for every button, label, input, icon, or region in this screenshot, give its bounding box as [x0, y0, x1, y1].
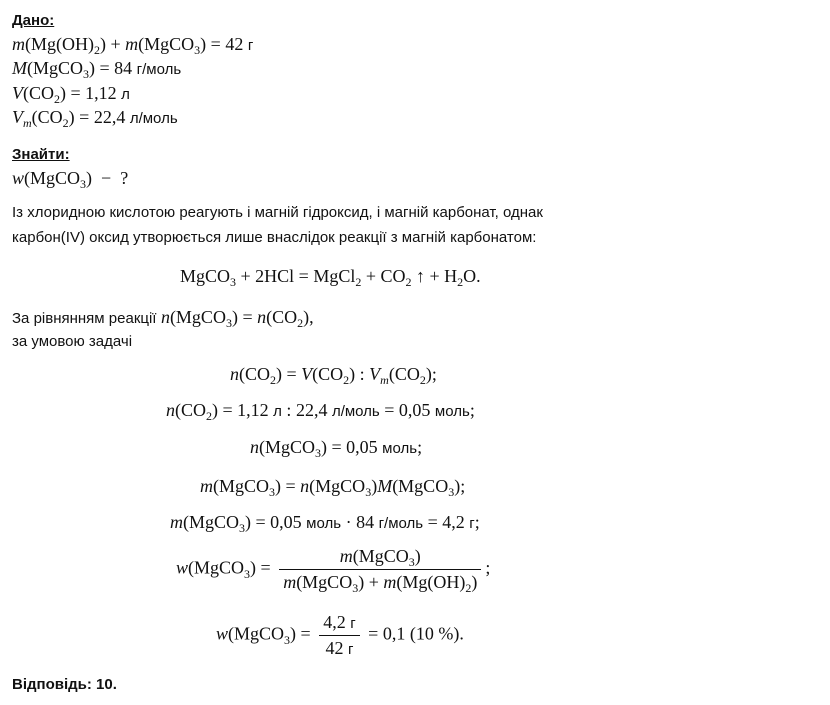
find-heading: Знайти:: [12, 146, 70, 163]
formula-n-co2: $n(CO_2) = V(CO_2)$ : $V_m(CO_2)$;: [230, 364, 437, 387]
mass-sum-value: 42: [225, 34, 244, 54]
calc-n-mgco3: n(MgCO$_3$) = 0,05 моль;: [250, 437, 423, 460]
given-molar-volume: $V_m(CO_2) = 22,4$ л/моль: [12, 107, 178, 130]
fraction-formula: $\frac{m(MgCO_3)}{m(MgCO_3) + m(Mg(OH)_2)}$: [279, 546, 481, 593]
given-heading: Дано:: [12, 12, 55, 29]
unit-gmol: г/моль: [136, 61, 182, 78]
unit-l: л: [121, 86, 130, 103]
paragraph-line2: карбон(IV) оксид утворюється лише внаслідок реакції з магній карбонатом:: [12, 229, 537, 246]
volume-value: 1,12: [85, 83, 117, 103]
formula-m-mgco3: m(MgCO$_3$) = n(MgCO$_3$)M(MgCO$_3$);: [200, 476, 466, 499]
paragraph-line1: Із хлоридною кислотою реагують і магній гідроксид, і магній карбонат, однак: [12, 204, 543, 221]
reaction-equation: MgCO$_3$ + 2HCl = MgCl$_2$ + $CO_2$ ↑ + $H_2O$.: [180, 266, 481, 289]
calc-m-mgco3: m(MgCO$_3$) = 0,05 моль · 84 г/моль = 4,2 г;: [170, 512, 480, 535]
given-volume: $V(CO_2) = 1,12$ л: [12, 83, 130, 106]
answer-text: Відповідь: 10.: [12, 676, 117, 693]
find-question: w(MgCO$_3$) − ?: [12, 168, 129, 191]
by-condition-text: за умовою задачі: [12, 333, 133, 350]
fraction-values: $\frac{4,2 г}{42 г}$: [319, 612, 359, 659]
given-molar-mass: M(MgCO$_3$) = 84 г/моль: [12, 58, 182, 81]
calc-w-mgco3: w(MgCO$_3$) = $\frac{4,2 г}{42 г}$ = 0,1 (10 %).: [216, 612, 464, 658]
calc-n-co2: $n(CO_2) = 1,12$ л : 22,4 л/моль = 0,05 моль;: [166, 400, 475, 423]
given-mass-sum: $m(Mg(OH)_2)$ + m(MgCO$_3$) = 42 г: [12, 34, 254, 57]
formula-w-mgco3: w(MgCO$_3$) = $\frac{m(MgCO_3)}{m(MgCO_3) + m(Mg(OH)_2)}$ ;: [176, 546, 491, 595]
molar-volume-value: 22,4: [93, 107, 126, 127]
unit-lmol: л/моль: [129, 110, 178, 127]
unit-g: г: [247, 37, 254, 54]
molar-mass-value: 84: [114, 58, 133, 78]
equation-ratio-line: За рівнянням реакції n(MgCO$_3$) = $n(CO_2)$,: [12, 307, 314, 330]
